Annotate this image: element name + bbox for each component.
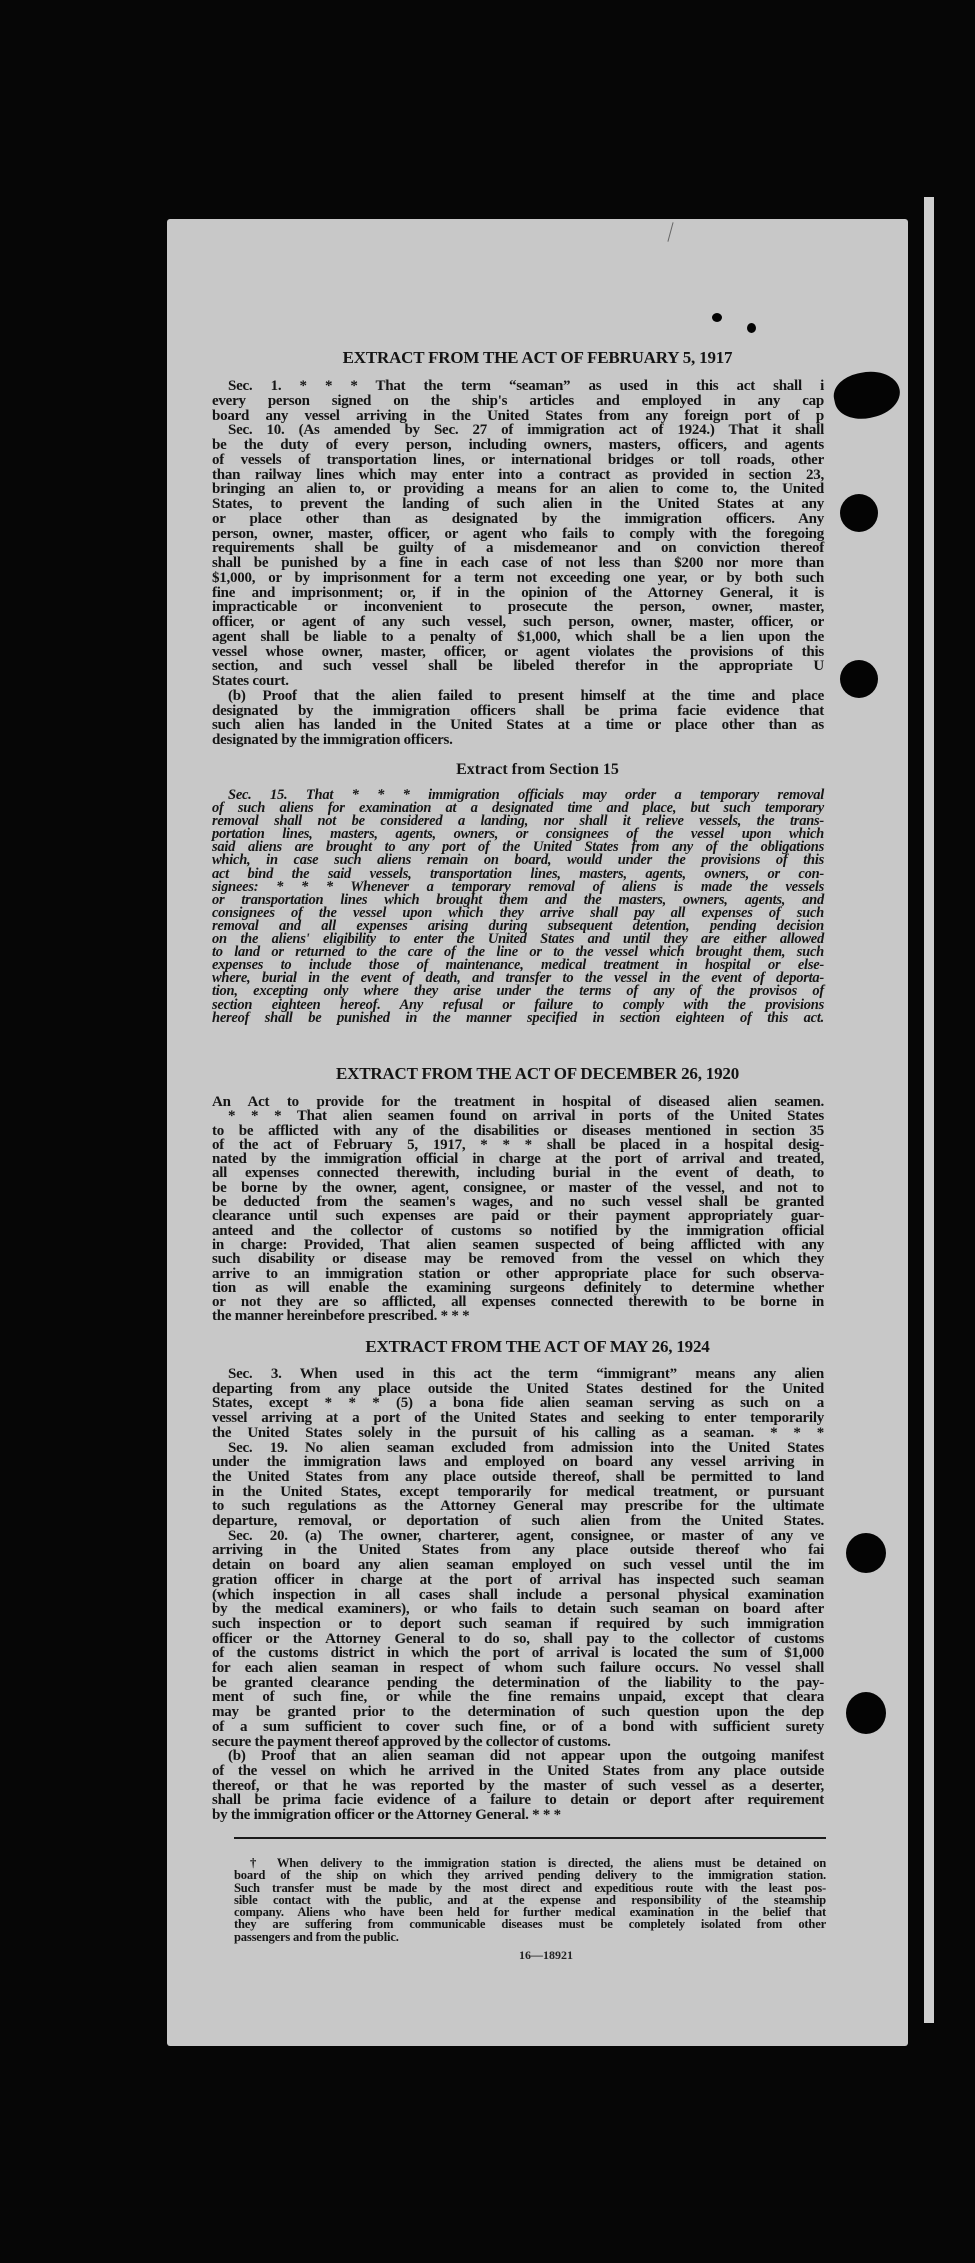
footnote-line: company. Aliens who have been held for further medical examination in the belief that: [234, 1905, 826, 1920]
text-line: section, and such vessel shall be libeled therefor in the appropriate U: [212, 658, 824, 675]
text-line: the manner hereinbefore prescribed. * * *: [212, 1308, 470, 1325]
punch-hole: [846, 1692, 886, 1734]
text-line: every person signed on the ship's articles and employed in any cap: [212, 392, 824, 409]
text-line: fine and imprisonment; or, if in the opinion of the Attorney General, it is: [212, 584, 824, 601]
form-number: 16—18921: [519, 1948, 573, 1962]
section-body-dec-1920: [212, 1095, 824, 1324]
text-line: Sec. 1. * * * That the term “seaman” as used in this act shall i: [228, 378, 824, 394]
text-line: shall be punished by a fine in each case of not less than $200 nor more than: [212, 555, 824, 571]
text-line: $1,000, or by imprisonment for a term not exceeding one year, or by both such: [212, 569, 824, 586]
text-line: of a sum sufficient to cover such fine, or of a bond with sufficient surety: [212, 1718, 824, 1735]
paragraph: [212, 1529, 824, 1750]
text-line: Sec. 15. That * * * immigration officials may order a temporary removal: [228, 787, 824, 803]
text-line: officer, or agent of any such vessel, such person, owner, master, officer, or: [212, 614, 824, 630]
text-line: of the act of February 5, 1917, * * * shall be placed in a hospital desig-: [212, 1136, 824, 1153]
text-line: board any vessel arriving in the United States from any foreign port of p: [212, 407, 824, 424]
footnote-divider: [234, 1837, 826, 1839]
footnote-line: passengers and from the public.: [234, 1929, 399, 1944]
text-line: all expenses connected therewith, including burial in the event of death, to: [212, 1165, 824, 1182]
text-line: person, owner, master, officer, or agent who fails to comply with the foregoing: [212, 525, 824, 542]
section-body-section-15: [212, 789, 824, 1025]
text-line: requirements shall be guilty of a misdemeanor and on conviction thereof: [212, 540, 824, 557]
paragraph: [212, 789, 824, 1025]
text-line: Sec. 10. (As amended by Sec. 27 of immigration act of 1924.) That it shall: [228, 422, 824, 439]
paragraph: [212, 1095, 824, 1109]
text-line: be the duty of every person, including owners, masters, officers, and agents: [212, 437, 824, 453]
text-line: signees: * * * Whenever a temporary removal of aliens is made the vessels: [212, 878, 824, 895]
text-line: may be granted prior to the determination of such question upon the dep: [212, 1704, 824, 1721]
text-line: departure, removal, or deportation of such alien from the United States.: [212, 1513, 824, 1530]
footnote: [234, 1857, 826, 1943]
text-line: States, to prevent the landing of such alien in the United States at any: [212, 496, 824, 512]
section-heading: EXTRACT FROM THE ACT OF DECEMBER 26, 1920: [336, 1064, 739, 1083]
text-line: agent shall be liable to a penalty of $1,000, which shall be a lien upon the: [212, 628, 824, 645]
text-line: be granted clearance pending the determination of the liability to the pay-: [212, 1674, 824, 1691]
text-line: consignees of the vessel upon which they arrive shall pay all expenses of such: [212, 904, 824, 921]
text-line: gration officer in charge at the port of arrival has inspected such seaman: [212, 1571, 824, 1588]
text-line: bringing an alien to, or providing a means for an alien to come to, the United: [212, 481, 824, 498]
text-line: on the aliens' eligibility to enter the United States and until they are either allowed: [212, 931, 824, 948]
section-body-feb-1917: [212, 379, 824, 748]
punch-hole: [846, 1533, 886, 1573]
text-line: removal shall not be considered a landing, nor shall it relieve vessels, the trans-: [212, 813, 824, 830]
paragraph: [212, 1367, 824, 1441]
text-line: the United States solely in the pursuit of his calling as a seaman. * * *: [212, 1424, 824, 1441]
text-line: expenses to include those of maintenance, medical treatment in hospital or else-: [212, 957, 824, 974]
text-line: secure the payment thereof approved by the collector of customs.: [212, 1733, 611, 1750]
text-line: States court.: [212, 673, 289, 689]
paragraph: [212, 1749, 824, 1823]
text-line: vessel arriving at a port of the United States and seeking to enter temporarily: [212, 1410, 824, 1427]
text-line: anteed and the collector of customs so notified by the immigration official: [212, 1222, 824, 1239]
text-line: removal and all expenses arising during subsequent detention, pending decision: [212, 917, 824, 934]
text-line: be borne by the owner, agent, consignee, or master of the vessel, and not to: [212, 1179, 824, 1196]
section-heading: EXTRACT FROM THE ACT OF FEBRUARY 5, 1917: [342, 348, 733, 367]
text-line: such disability or disease may be removed from the vessel on which they: [212, 1251, 824, 1268]
text-line: the United States from any place outside thereof, shall be permitted to land: [212, 1468, 824, 1485]
text-line: or transportation lines which brought them and the masters, owners, agents, and: [212, 891, 824, 908]
text-line: said aliens are brought to any port of the United States from any of the obligations: [212, 839, 824, 856]
text-line: which, in case such aliens remain on board, would under the provisions of this: [212, 852, 824, 869]
section-body-may-1924: [212, 1367, 824, 1823]
text-line: arrive to an immigration station or other appropriate place for such observa-: [212, 1265, 824, 1282]
footnote-line: board of the ship on which they arrived pending delivery to the immigration station.: [234, 1868, 826, 1883]
text-line: designated by the immigration officers shall be prima facie evidence that: [212, 702, 824, 719]
text-line: in charge: Provided, That alien seamen suspected of being afflicted with any: [212, 1236, 824, 1253]
text-line: Sec. 20. (a) The owner, charterer, agent, consignee, or master of any ve: [228, 1527, 824, 1544]
text-line: or not they are so afflicted, all expenses connected therewith to be borne in: [212, 1294, 824, 1311]
ink-spot: [747, 323, 756, 333]
paragraph: [212, 423, 824, 689]
text-line: vessel whose owner, master, officer, or agent violates the provisions of this: [212, 643, 824, 660]
section-heading: EXTRACT FROM THE ACT OF MAY 26, 1924: [365, 1337, 710, 1356]
text-line: where, burial in the event of death, and transfer to the vessel in the event of deporta-: [212, 970, 824, 987]
adjacent-page-edge: [924, 197, 934, 2023]
text-line: officer or the Attorney General to do so, shall pay to the collector of customs: [212, 1630, 824, 1647]
text-line: tion, excepting only where they arise under the terms of any of the provisos of: [212, 983, 824, 1000]
footnote-line: sible contact with the public, and at the expense and responsibility of the steamship: [234, 1892, 826, 1907]
text-line: An Act to provide for the treatment in hospital of diseased alien seamen.: [212, 1094, 824, 1110]
punch-hole: [840, 660, 878, 698]
text-line: for each alien seaman in respect of whom such failure occurs. No vessel shall: [212, 1660, 824, 1677]
footnote-line: they are suffering from communicable diseases must be completely isolated from other: [234, 1917, 826, 1932]
section-heading: Extract from Section 15: [456, 761, 619, 778]
text-line: section eighteen hereof. Any refusal or failure to comply with the provisions: [212, 996, 824, 1013]
paragraph: [212, 689, 824, 748]
text-line: impracticable or inconvenient to prosecute the person, owner, master,: [212, 599, 824, 616]
text-line: such inspection or to deport such seaman if required by such immigration: [212, 1615, 824, 1632]
text-line: tion as will enable the examining surgeons definitely to determine whether: [212, 1279, 824, 1296]
text-line: to be afflicted with any of the disabilities or diseases mentioned in section 35: [212, 1122, 824, 1139]
text-line: portation lines, masters, agents, owners, or consignees of the vessel upon which: [212, 826, 824, 843]
text-line: to land or returned to the care of the line or to the vessel which brought them, such: [212, 944, 824, 961]
text-line: under the immigration laws and employed on board any vessel arriving in: [212, 1454, 824, 1471]
text-line: * * * That alien seamen found on arrival in ports of the United States: [228, 1108, 824, 1125]
text-line: by the medical examiners), or who fails to detain such seaman on board after: [212, 1601, 824, 1618]
text-line: (b) Proof that the alien failed to present himself at the time and place: [228, 687, 824, 704]
text-line: hereof shall be punished in the manner specified in section eighteen of this act.: [212, 1009, 824, 1026]
text-line: detain on board any alien seaman employed on such vessel until the im: [212, 1557, 824, 1574]
ink-spot: [712, 313, 722, 322]
punch-hole: [840, 494, 878, 532]
text-line: departing from any place outside the United States destined for the United: [212, 1380, 824, 1397]
text-line: Sec. 3. When used in this act the term “immigrant” means any alien: [228, 1366, 824, 1382]
text-line: thereof, or that he was reported by the master of such vessel as a deserter,: [212, 1777, 824, 1794]
paragraph: [212, 379, 824, 423]
text-line: by the immigration officer or the Attorney General. * * *: [212, 1807, 561, 1824]
text-line: such alien has landed in the United States at a time or place other than as: [212, 717, 824, 734]
text-line: act bind the said vessels, transportation lines, masters, agents, owners, or con-: [212, 865, 824, 882]
footnote-line: † When delivery to the immigration station is directed, the aliens must be detained on: [250, 1856, 826, 1870]
text-line: (b) Proof that an alien seaman did not appear upon the outgoing manifest: [228, 1748, 824, 1765]
text-line: in the United States, except temporarily for medical treatment, or pursuant: [212, 1483, 824, 1500]
paragraph: [212, 1109, 824, 1323]
text-line: clearance until such expenses are paid or their payment appropriately guar-: [212, 1208, 824, 1225]
text-line: shall be prima facie evidence of a failure to detain or deport after requirement: [212, 1792, 824, 1809]
text-line: Sec. 19. No alien seaman excluded from admission into the United States: [228, 1439, 824, 1456]
text-line: of such aliens for examination at a designated time and place, but such temporary: [212, 800, 824, 817]
text-line: States, except * * * (5) a bona fide alien seaman serving as such on a: [212, 1395, 824, 1412]
text-line: of the vessel on which he arrived in the United States from any place outside: [212, 1762, 824, 1779]
text-line: arriving in the United States from any place outside thereof who fai: [212, 1542, 824, 1559]
text-line: to such regulations as the Attorney General may prescribe for the ultimate: [212, 1498, 824, 1515]
footnote-line: Such transfer must be made by the most direct and expeditious route with the least pos-: [234, 1880, 826, 1895]
text-line: of vessels of transportation lines, or international bridges or toll roads, other: [212, 451, 824, 468]
text-line: of the customs district in which the port of arrival is located the sum of $1,000: [212, 1645, 824, 1662]
paragraph: [212, 1441, 824, 1529]
text-line: nated by the immigration official in charge at the port of arrival and treated,: [212, 1151, 824, 1168]
text-line: ment of such fine, or while the fine remains unpaid, except that cleara: [212, 1689, 824, 1706]
text-line: (which inspection in all cases shall include a personal physical examination: [212, 1586, 824, 1603]
text-line: designated by the immigration officers.: [212, 732, 453, 748]
text-line: or place other than as designated by the immigration officers. Any: [212, 510, 824, 527]
text-line: than railway lines which may enter into a contract as provided in section 23,: [212, 466, 824, 483]
text-line: be deducted from the seamen's wages, and no such vessel shall be granted: [212, 1194, 824, 1211]
